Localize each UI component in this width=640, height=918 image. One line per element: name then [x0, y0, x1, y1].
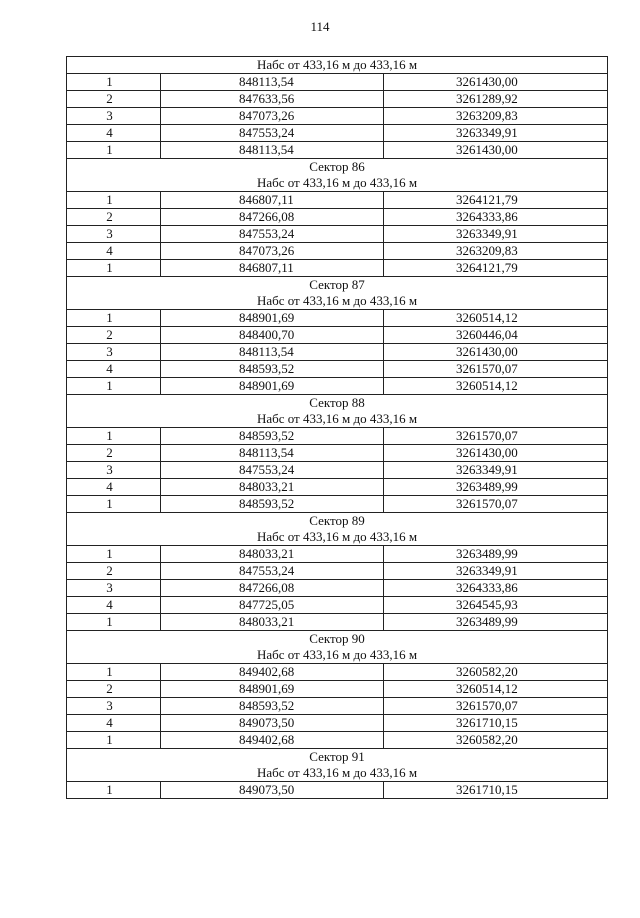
table-row: [67, 344, 608, 361]
point-number: 1: [67, 782, 161, 799]
table-row: [67, 782, 608, 799]
section-header-row: [67, 749, 608, 782]
table-row: [67, 243, 608, 260]
point-number: 4: [67, 361, 161, 378]
height-range: Набс от 433,16 м до 433,16 м: [256, 765, 418, 780]
table-row: [67, 428, 608, 445]
point-number: 1: [67, 142, 161, 159]
section-header: [67, 749, 608, 782]
y-coordinate: 3264121,79: [384, 260, 608, 277]
section-header: [67, 631, 608, 664]
y-coordinate: 3260514,12: [384, 310, 608, 327]
sector-title: Сектор 91: [309, 749, 365, 764]
x-coordinate: 847073,26: [161, 108, 384, 125]
x-coordinate: 849402,68: [161, 732, 384, 749]
y-coordinate: 3263209,83: [384, 243, 608, 260]
x-coordinate: 848901,69: [161, 681, 384, 698]
y-coordinate: 3260582,20: [384, 664, 608, 681]
table-row: [67, 580, 608, 597]
section-header-row: [67, 631, 608, 664]
point-number: 1: [67, 428, 161, 445]
x-coordinate: 848033,21: [161, 479, 384, 496]
x-coordinate: 847553,24: [161, 563, 384, 580]
x-coordinate: 848901,69: [161, 378, 384, 395]
section-header: [67, 513, 608, 546]
y-coordinate: 3264121,79: [384, 192, 608, 209]
x-coordinate: 848593,52: [161, 428, 384, 445]
x-coordinate: 846807,11: [161, 192, 384, 209]
x-coordinate: 848593,52: [161, 361, 384, 378]
table-row: [67, 698, 608, 715]
point-number: 4: [67, 479, 161, 496]
point-number: 3: [67, 462, 161, 479]
y-coordinate: 3260514,12: [384, 378, 608, 395]
section-header: [67, 159, 608, 192]
table-row: [67, 378, 608, 395]
table-row: [67, 732, 608, 749]
table-row: [67, 496, 608, 513]
section-header-row: [67, 159, 608, 192]
table-row: [67, 546, 608, 563]
table-row: [67, 108, 608, 125]
point-number: 2: [67, 445, 161, 462]
point-number: 2: [67, 91, 161, 108]
y-coordinate: 3263209,83: [384, 108, 608, 125]
y-coordinate: 3261430,00: [384, 344, 608, 361]
coordinates-table: [66, 56, 608, 799]
x-coordinate: 849073,50: [161, 715, 384, 732]
height-range: Набс от 433,16 м до 433,16 м: [256, 293, 418, 308]
point-number: 1: [67, 614, 161, 631]
x-coordinate: 847073,26: [161, 243, 384, 260]
section-header-row: [67, 277, 608, 310]
x-coordinate: 848593,52: [161, 698, 384, 715]
table-row: [67, 445, 608, 462]
y-coordinate: 3261570,07: [384, 496, 608, 513]
height-range: Набс от 433,16 м до 433,16 м: [256, 175, 418, 190]
y-coordinate: 3261710,15: [384, 715, 608, 732]
x-coordinate: 847266,08: [161, 209, 384, 226]
table-row: [67, 681, 608, 698]
x-coordinate: 848901,69: [161, 310, 384, 327]
y-coordinate: 3264333,86: [384, 209, 608, 226]
x-coordinate: 847553,24: [161, 226, 384, 243]
section-header: [67, 57, 608, 74]
point-number: 1: [67, 260, 161, 277]
x-coordinate: 846807,11: [161, 260, 384, 277]
point-number: 1: [67, 546, 161, 563]
height-range: Набс от 433,16 м до 433,16 м: [256, 529, 418, 544]
x-coordinate: 847266,08: [161, 580, 384, 597]
y-coordinate: 3261570,07: [384, 361, 608, 378]
table-row: [67, 715, 608, 732]
y-coordinate: 3263349,91: [384, 462, 608, 479]
x-coordinate: 847553,24: [161, 462, 384, 479]
x-coordinate: 848033,21: [161, 614, 384, 631]
x-coordinate: 848400,70: [161, 327, 384, 344]
point-number: 1: [67, 310, 161, 327]
point-number: 2: [67, 563, 161, 580]
x-coordinate: 848113,54: [161, 74, 384, 91]
x-coordinate: 849073,50: [161, 782, 384, 799]
y-coordinate: 3260582,20: [384, 732, 608, 749]
y-coordinate: 3261430,00: [384, 142, 608, 159]
y-coordinate: 3261570,07: [384, 428, 608, 445]
sector-title: Сектор 86: [309, 159, 365, 174]
y-coordinate: 3263489,99: [384, 546, 608, 563]
point-number: 3: [67, 344, 161, 361]
table-row: [67, 479, 608, 496]
point-number: 1: [67, 378, 161, 395]
table-row: [67, 614, 608, 631]
height-range: Набс от 433,16 м до 433,16 м: [256, 57, 418, 72]
x-coordinate: 848113,54: [161, 344, 384, 361]
y-coordinate: 3261430,00: [384, 74, 608, 91]
section-header-row: [67, 395, 608, 428]
y-coordinate: 3261430,00: [384, 445, 608, 462]
x-coordinate: 848033,21: [161, 546, 384, 563]
sector-title: Сектор 89: [309, 513, 365, 528]
point-number: 4: [67, 715, 161, 732]
y-coordinate: 3260514,12: [384, 681, 608, 698]
table-row: [67, 226, 608, 243]
sector-title: Сектор 90: [309, 631, 365, 646]
point-number: 1: [67, 74, 161, 91]
x-coordinate: 848113,54: [161, 445, 384, 462]
table-row: [67, 361, 608, 378]
table-row: [67, 260, 608, 277]
table-row: [67, 125, 608, 142]
y-coordinate: 3263489,99: [384, 479, 608, 496]
x-coordinate: 849402,68: [161, 664, 384, 681]
table-row: [67, 209, 608, 226]
section-header-row: [67, 57, 608, 74]
height-range: Набс от 433,16 м до 433,16 м: [256, 647, 418, 662]
y-coordinate: 3261570,07: [384, 698, 608, 715]
point-number: 3: [67, 580, 161, 597]
table-row: [67, 310, 608, 327]
point-number: 3: [67, 226, 161, 243]
point-number: 2: [67, 327, 161, 344]
height-range: Набс от 433,16 м до 433,16 м: [256, 411, 418, 426]
x-coordinate: 847633,56: [161, 91, 384, 108]
point-number: 4: [67, 125, 161, 142]
table-row: [67, 563, 608, 580]
point-number: 4: [67, 597, 161, 614]
y-coordinate: 3261289,92: [384, 91, 608, 108]
table-row: [67, 91, 608, 108]
sector-title: Сектор 88: [309, 395, 365, 410]
y-coordinate: 3263489,99: [384, 614, 608, 631]
table-row: [67, 327, 608, 344]
point-number: 3: [67, 108, 161, 125]
point-number: 3: [67, 698, 161, 715]
y-coordinate: 3263349,91: [384, 226, 608, 243]
point-number: 1: [67, 732, 161, 749]
section-header: [67, 395, 608, 428]
x-coordinate: 847725,05: [161, 597, 384, 614]
table-row: [67, 597, 608, 614]
table-row: [67, 142, 608, 159]
x-coordinate: 847553,24: [161, 125, 384, 142]
point-number: 1: [67, 192, 161, 209]
table-row: [67, 74, 608, 91]
y-coordinate: 3264333,86: [384, 580, 608, 597]
y-coordinate: 3264545,93: [384, 597, 608, 614]
section-header: [67, 277, 608, 310]
y-coordinate: 3263349,91: [384, 125, 608, 142]
table-row: [67, 664, 608, 681]
table-row: [67, 192, 608, 209]
coordinates-table-body: [67, 57, 608, 799]
x-coordinate: 848113,54: [161, 142, 384, 159]
x-coordinate: 848593,52: [161, 496, 384, 513]
page-number: 114: [310, 19, 330, 34]
point-number: 2: [67, 681, 161, 698]
y-coordinate: 3263349,91: [384, 563, 608, 580]
y-coordinate: 3260446,04: [384, 327, 608, 344]
point-number: 1: [67, 496, 161, 513]
section-header-row: [67, 513, 608, 546]
y-coordinate: 3261710,15: [384, 782, 608, 799]
point-number: 2: [67, 209, 161, 226]
point-number: 4: [67, 243, 161, 260]
point-number: 1: [67, 664, 161, 681]
table-row: [67, 462, 608, 479]
sector-title: Сектор 87: [309, 277, 365, 292]
